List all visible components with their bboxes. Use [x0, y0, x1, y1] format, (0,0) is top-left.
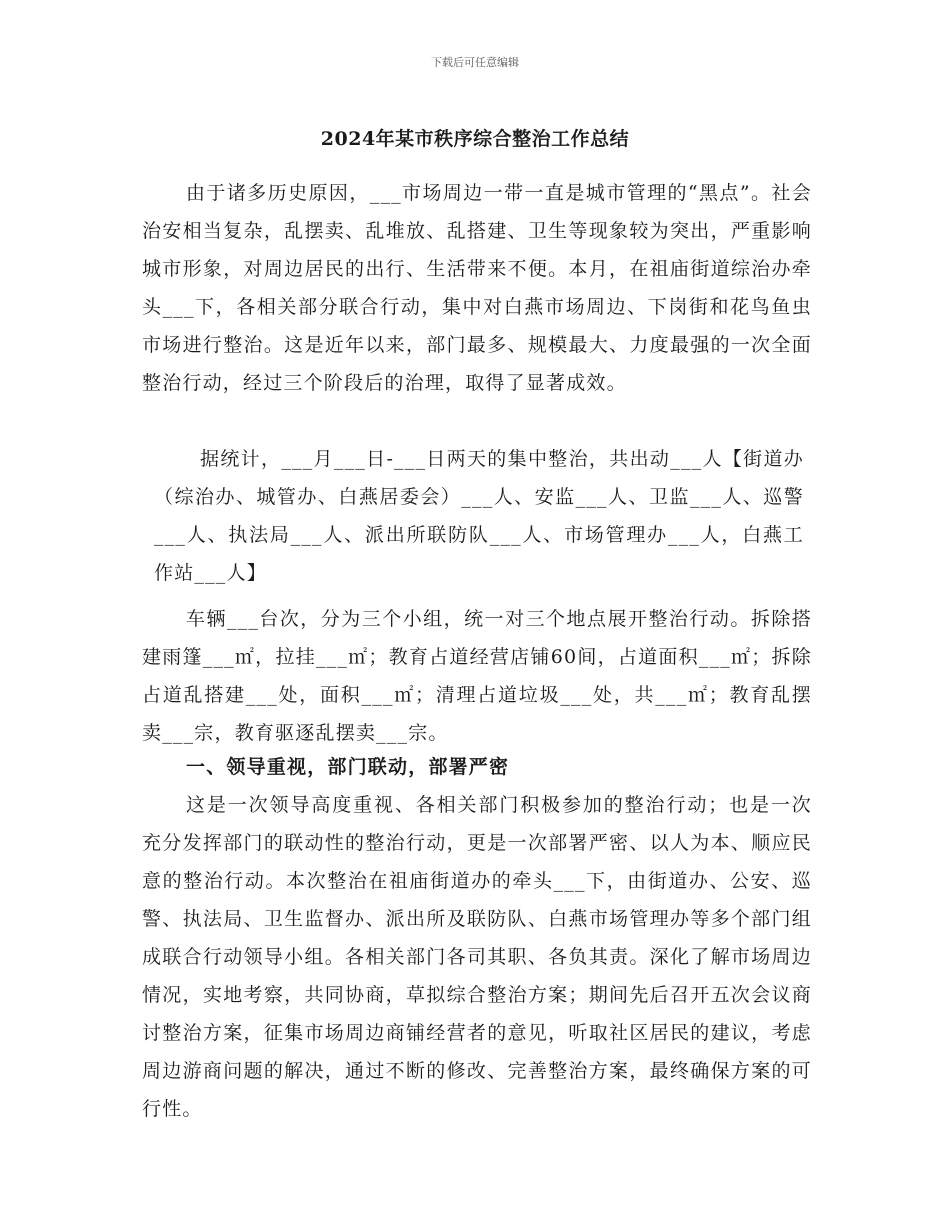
paragraph-statistics-personnel: 据统计，___月___日-___日两天的集中整治，共出动___人【街道办（综治办、城管办、白燕居委会）___人、安监___人、卫监___人、巡警___人、执法局___人、派出所联防队___人、市场管理办___人，白燕工作站___人】 — [154, 448, 804, 584]
paragraph-statistics-vehicles: 车辆___台次，分为三个小组，统一对三个地点展开整治行动。拆除搭建雨篷___㎡，拉挂___㎡；教育占道经营店铺60间，占道面积___㎡；拆除占道乱搭建___处，面积___㎡；清理占道垃圾___处，共___㎡；教育乱摆卖___宗，教育驱逐乱摆卖___宗。 — [142, 608, 812, 744]
paragraph-background: 由于诸多历史原因，___市场周边一带一直是城市管理的“黑点”。社会治安相当复杂，乱摆卖、乱堆放、乱搭建、卫生等现象较为突出，严重影响城市形象，对周边居民的出行、生活带来不便。本月，在祖庙街道综治办牵头___下，各相关部分联合行动，集中对白燕市场周边、下岗街和花鸟鱼虫市场进行整治。这是近年以来，部门最多、规模最大、力度最强的一次全面整治行动，经过三个阶段后的治理，取得了显著成效。 — [142, 182, 812, 394]
section-heading-1: 一、领导重视，部门联动，部署严密 — [186, 756, 510, 778]
header-note: 下载后可任意编辑 — [431, 56, 519, 69]
paragraph-leadership: 这是一次领导高度重视、各相关部门积极参加的整治行动；也是一次充分发挥部门的联动性的整治行动，更是一次部署严密、以人为本、顺应民意的整治行动。本次整治在祖庙街道办的牵头___下，由街道办、公安、巡警、执法局、卫生监督办、派出所及联防队、白燕市场管理办等多个部门组成联合行动领导小组。各相关部门各司其职、各负其责。深化了解市场周边情况，实地考察，共同协商，草拟综合整治方案；期间先后召开五次会议商讨整治方案，征集市场周边商铺经营者的意见，听取社区居民的建议，考虑周边游商问题的解决，通过不断的修改、完善整治方案，最终确保方案的可行性。 — [142, 794, 812, 1120]
document-title: 2024年某市秩序综合整治工作总结 — [320, 128, 630, 150]
